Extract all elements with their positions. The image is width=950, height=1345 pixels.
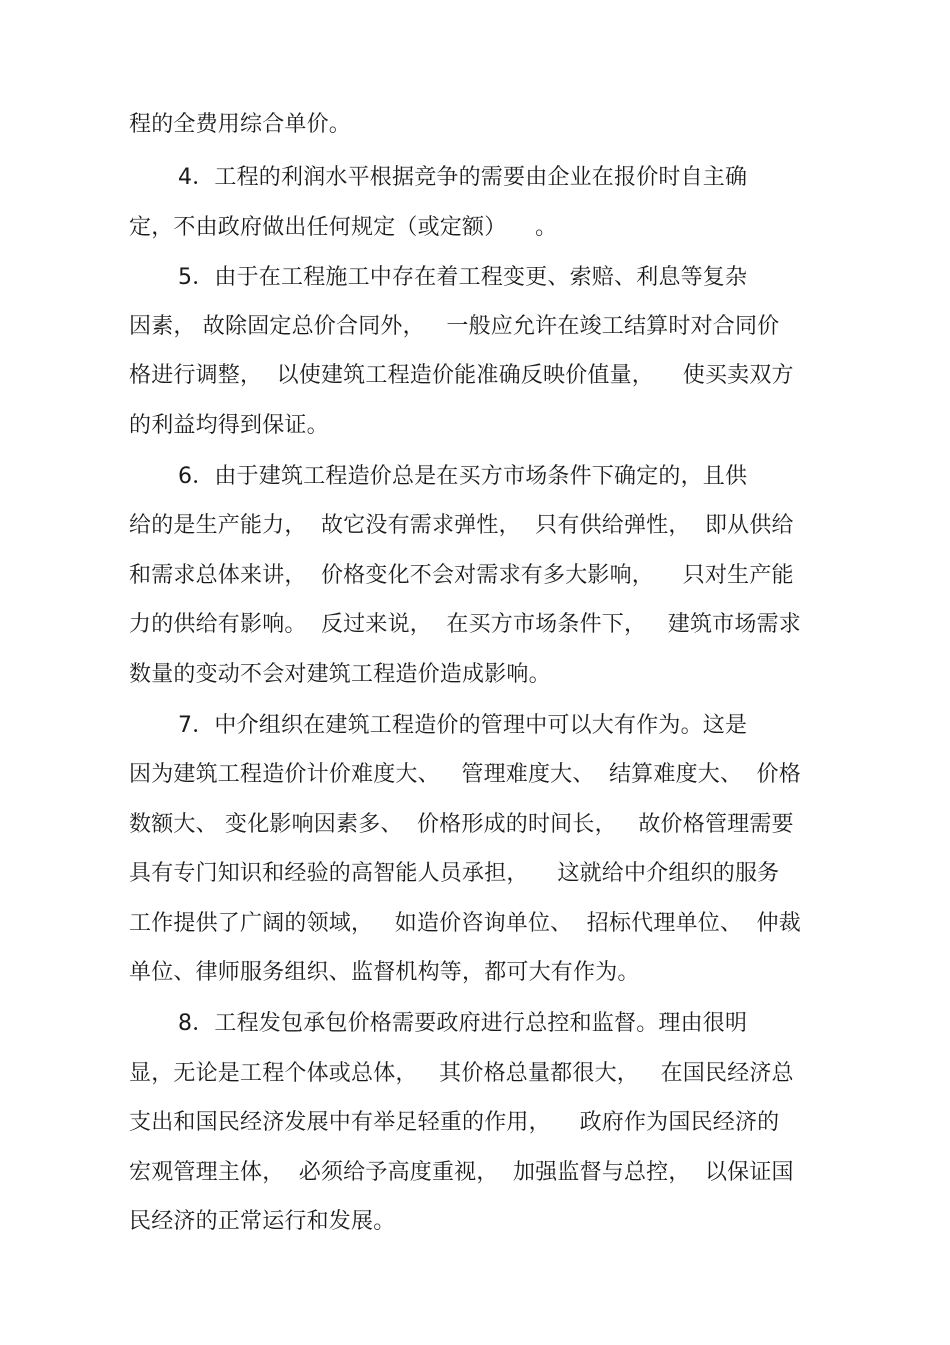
text-line: 定，不由政府做出任何规定（或定额） 。 <box>129 215 558 240</box>
paragraph-7-first-line: 7．中介组织在建筑工程造价的管理中可以大有作为。这是 <box>178 713 748 738</box>
text-line: 因素， 故除固定总价合同外， 一般应允许在竣工结算时对合同价 <box>129 314 780 339</box>
text-line: 程的全费用综合单价。 <box>129 112 352 137</box>
paragraph-4-first-line: 4．工程的利润水平根据竞争的需要由企业在报价时自主确 <box>178 165 748 190</box>
text-line: 因为建筑工程造价计价难度大、 管理难度大、 结算难度大、 价格 <box>129 762 801 787</box>
text-line: 数额大、 变化影响因素多、 价格形成的时间长， 故价格管理需要 <box>129 812 794 837</box>
paragraph-8-first-line: 8．工程发包承包价格需要政府进行总控和监督。理由很明 <box>178 1011 748 1036</box>
text-line: 力的供给有影响。 反过来说， 在买方市场条件下， 建筑市场需求 <box>129 612 801 637</box>
text-line: 数量的变动不会对建筑工程造价造成影响。 <box>129 662 551 687</box>
text-line: 宏观管理主体， 必须给予高度重视， 加强监督与总控， 以保证国 <box>129 1160 794 1185</box>
text-line: 工作提供了广阔的领域， 如造价咨询单位、 招标代理单位、 仲裁 <box>129 911 801 936</box>
text-line: 民经济的正常运行和发展。 <box>129 1209 396 1234</box>
text-line: 和需求总体来讲， 价格变化不会对需求有多大影响， 只对生产能 <box>129 563 794 588</box>
text-line: 给的是生产能力， 故它没有需求弹性， 只有供给弹性， 即从供给 <box>129 513 794 538</box>
text-line: 显，无论是工程个体或总体， 其价格总量都很大， 在国民经济总 <box>129 1061 794 1086</box>
text-line: 的利益均得到保证。 <box>129 413 329 438</box>
text-line: 单位、律师服务组织、监督机构等，都可大有作为。 <box>129 960 640 985</box>
paragraph-5-first-line: 5．由于在工程施工中存在着工程变更、索赔、利息等复杂 <box>178 265 748 290</box>
text-line: 具有专门知识和经验的高智能人员承担， 这就给中介组织的服务 <box>129 861 780 886</box>
paragraph-6-first-line: 6．由于建筑工程造价总是在买方市场条件下确定的，且供 <box>178 464 748 489</box>
text-line: 格进行调整， 以使建筑工程造价能准确反映价值量， 使买卖双方 <box>129 363 794 388</box>
text-line: 支出和国民经济发展中有举足轻重的作用， 政府作为国民经济的 <box>129 1110 780 1135</box>
